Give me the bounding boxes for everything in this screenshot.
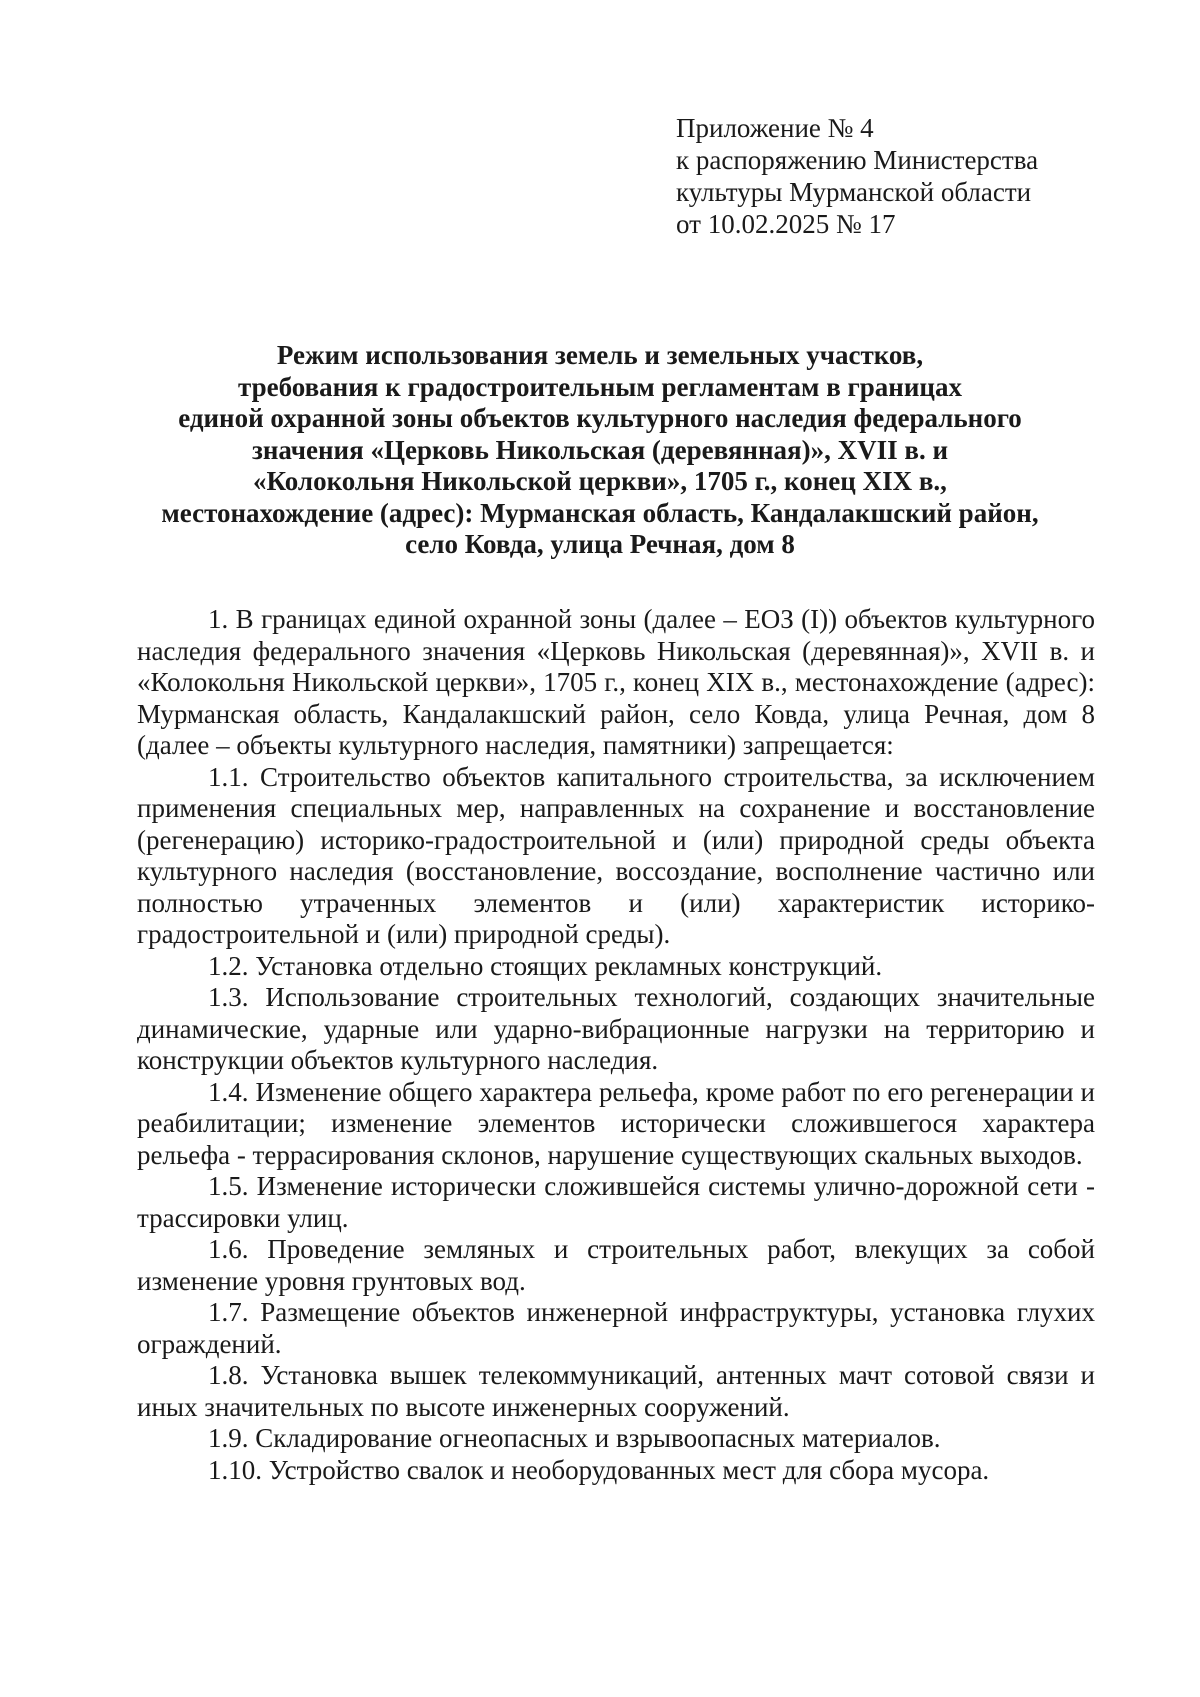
appendix-number: Приложение № 4 (676, 113, 874, 143)
appendix-header (676, 112, 1096, 240)
paragraph-1-1: 1.1. Строительство объектов капитального строительства, за исключением применения специальных мер, направленных на сохранение и восстановление (регенерацию) историко-градостроительной и (или) природной среды объекта культурного наследия (восстановление, воссоздание, восполнение частично или полностью утраченных элементов и (или) характеристик историко-градостроительной и (или) природной среды). (137, 761, 1095, 949)
document-body (137, 604, 1095, 1486)
title-line: единой охранной зоны объектов культурного наследия федерального (178, 403, 1022, 433)
appendix-reference: к распоряжению Министерства (676, 145, 1039, 175)
appendix-ministry: культуры Мурманской области (676, 177, 1032, 207)
paragraph-1: 1. В границах единой охранной зоны (далее – ЕОЗ (I)) объектов культурного наследия федерального значения «Церковь Никольская (деревянная)», XVII в. и «Колокольня Никольской церкви», 1705 г., конец XIX в., местонахождение (адрес): Мурманская область, Кандалакшский район, село Ковда, улица Речная, дом 8 (далее – объекты культурного наследия, памятники) запрещается: (137, 604, 1095, 760)
title-line: местонахождение (адрес): Мурманская область, Кандалакшский район, (161, 497, 1039, 528)
appendix-date-number: от 10.02.2025 № 17 (676, 209, 896, 239)
title-line: село Ковда, улица Речная, дом 8 (405, 529, 795, 559)
title-line: значения «Церковь Никольская (деревянная)», XVII в. и (251, 434, 949, 465)
title-line: Режим использования земель и земельных участков, (276, 340, 924, 370)
paragraph-1-4: 1.4. Изменение общего характера рельефа, кроме работ по его регенерации и реабилитации; изменение элементов исторически сложившегося характера рельефа - террасирования склонов, нарушение существующих скальных выходов. (137, 1076, 1095, 1170)
paragraph-1-10: 1.10. Устройство свалок и необорудованных мест для сбора мусора. (208, 1454, 990, 1485)
paragraph-1-9: 1.9. Складирование огнеопасных и взрывоопасных материалов. (208, 1423, 941, 1453)
title-line: «Колокольня Никольской церкви», 1705 г., конец XIX в., (253, 466, 947, 496)
paragraph-1-2: 1.2. Установка отдельно стоящих рекламных конструкций. (208, 950, 883, 981)
document-title (120, 340, 1080, 561)
paragraph-1-5: 1.5. Изменение исторически сложившейся системы улично-дорожной сети - трассировки улиц. (137, 1171, 1095, 1233)
paragraph-1-6: 1.6. Проведение земляных и строительных работ, влекущих за собой изменение уровня грунтовых вод. (137, 1234, 1095, 1296)
paragraph-1-7: 1.7. Размещение объектов инженерной инфраструктуры, установка глухих ограждений. (137, 1297, 1095, 1359)
paragraph-1-8: 1.8. Установка вышек телекоммуникаций, антенных мачт сотовой связи и иных значительных по высоте инженерных сооружений. (137, 1360, 1095, 1422)
title-line: требования к градостроительным регламентам в границах (238, 371, 962, 402)
paragraph-1-3: 1.3. Использование строительных технологий, создающих значительные динамические, ударные или ударно-вибрационные нагрузки на территорию и конструкции объектов культурного наследия. (137, 982, 1095, 1075)
